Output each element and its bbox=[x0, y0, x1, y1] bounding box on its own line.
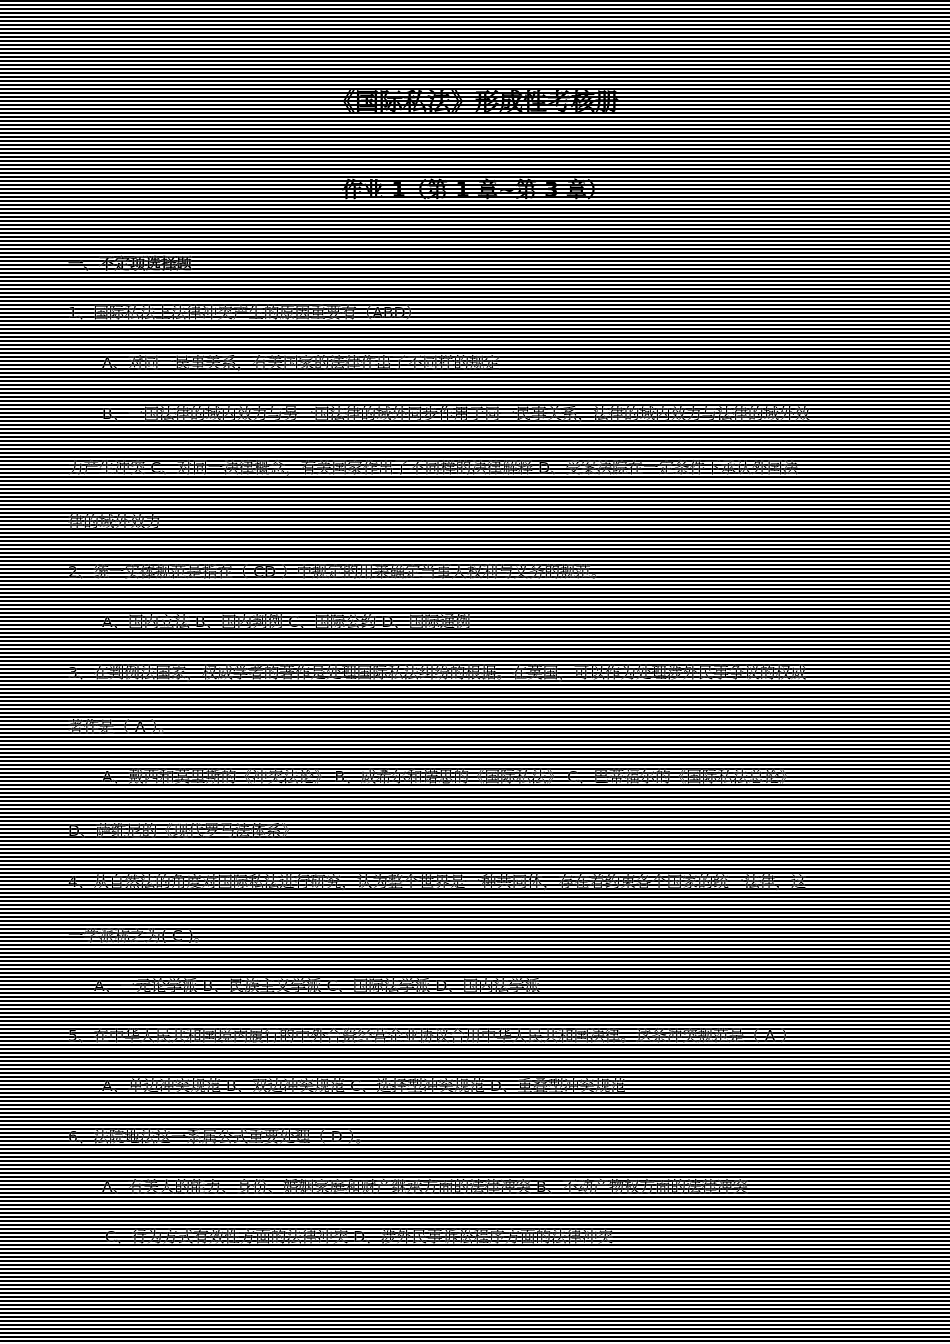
q3-option-d: D、萨维尼的《现代罗马法体系》 bbox=[68, 822, 297, 840]
q3-options: A、戴西和莫里斯的《冲突法论》 B、威希尔和诺思的《国际私法》 C、巴蒂福尔的《国际私法总论》 bbox=[102, 768, 795, 786]
document-subtitle: 作业 1（第 1 章~第 3 章） bbox=[342, 178, 608, 202]
question-3: 3、在判例法国家，权威学者的著作是处理国际私法纠纷的根据。在英国，可以作为处理涉外民事争议的权威 bbox=[68, 664, 807, 682]
section-heading: 一、不定项选择题 bbox=[68, 255, 193, 273]
q1-option-b: B、一国法律的域内效力与另一国法律的域外同步作用于同一民事关系，法律的域内效力与法律的域外效 bbox=[102, 405, 811, 423]
question-2: 2、统一实体规范是指在（ CD ）中规定的用来确定当事人权利与义务的规范。 bbox=[68, 563, 607, 581]
q4-options: A、一元论学派 B、民族主义学派 C、国际法学派 D、国内法学派 bbox=[94, 977, 541, 995]
q5-options: A、单边冲突规范 B、双边冲突规范 C、选择型冲突规范 D、重叠型冲突规范 bbox=[102, 1077, 626, 1095]
question-4-cont: 一学派称之为( C )。 bbox=[68, 927, 210, 945]
q6-options-cd: C、行为方式有效性方面的法律冲突 D、涉外民事诉讼程序方面的法律冲突 bbox=[105, 1228, 614, 1246]
document-title: 《国际私法》形成性考核册 bbox=[331, 88, 619, 116]
q1-option-a: A、对同一民事关系，有关国家的法律作出了不同样的规定 bbox=[102, 354, 501, 372]
q1-option-b-cont: 力产生冲突 C、对同一法律概念，有关国家作出了不同样的法律解释 D、受案法院在一定条件下承认外国法 bbox=[68, 459, 799, 477]
question-1: 1、国际私法上法律冲突产生的原因重要有（ABD） bbox=[68, 304, 422, 322]
q2-options: A、国内立法 B、国内判例 C、国际公约 D、国际通例 bbox=[102, 613, 471, 631]
q1-option-d-cont: 律的域外效力 bbox=[68, 513, 162, 531]
question-5: 5、在中华人民共和国境内履行的中外合资经营企业协议合用中华人民共和国法律。这条冲突规范是（ A ） bbox=[68, 1027, 796, 1045]
question-6: 6、法院地法这一系属公式重要处理（ D ）。 bbox=[68, 1128, 371, 1146]
question-4: 4、从自然法的角度对国际私法进行研究，认为整个世界是一种共同体，存在着约束各个国家的统一法律，这 bbox=[68, 873, 807, 891]
question-3-cont: 著作是（ A ）。 bbox=[68, 718, 174, 736]
q6-options-ab: A、有关人的能力、身份、婚姻家庭和财产继承方面的法律冲突 B、不动产物权方面的法律冲突 bbox=[102, 1178, 749, 1196]
